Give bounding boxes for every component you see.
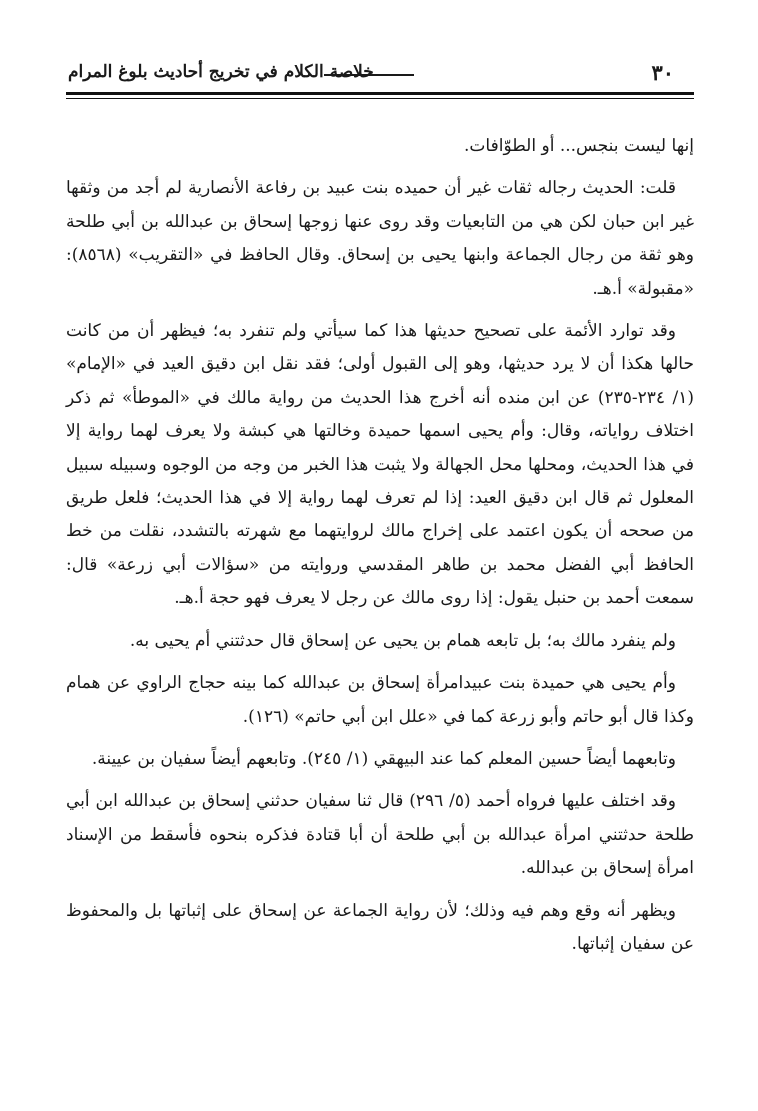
paragraph: وقد توارد الأئمة على تصحيح حديثها هذا كما سيأتي ولم تنفرد به؛ فيظهر أن من كانت حالها هكذا أن لا يرد حديثها، وهو إلى القبول أولى؛ فقد نقل ابن دقيق العيد في «الإمام» (١/ ٢٣٤-٢٣٥) عن ابن منده أنه أخرج هذا الحديث من رواية مالك في «الموطأ» ثم ذكر اختلاف رواياته، وقال: وأم يحيى اسمها حميدة وخالتها هي كبشة ولا يعرف لهما رواية إلا في هذا الحديث، ومحلها محل الجهالة ولا يثبت هذا الخبر من وجه من الوجوه وسبيله سبيل المعلول ثم قال ابن دقيق العيد: إذا لم تعرف لهما رواية إلا في هذا الحديث؛ فلعل طريق من صححه أن يكون اعتمد على إخراج مالك لروايتهما مع شهرته بالتشدد، نقلت من خط الحافظ أبي الفضل محمد بن طاهر المقدسي وروايته من «سؤالات أبي زرعة» قال: سمعت أحمد بن حنبل يقول: إذا روى مالك عن رجل لا يعرف فهو حجة أ.هـ.: [66, 321, 694, 609]
paragraph: إنها ليست بنجس... أو الطوّافات.: [464, 136, 694, 156]
paragraph: ويظهر أنه وقع وهم فيه وذلك؛ لأن رواية الجماعة عن إسحاق على إثباتها بل والمحفوظ عن سفيان إثباتها.: [66, 900, 694, 954]
running-title: خلاصة الكلام في تخريج أحاديث بلوغ المرام: [68, 62, 374, 82]
header-rule-thin: [66, 98, 694, 99]
paragraph: وقد اختلف عليها فرواه أحمد (٥/ ٢٩٦) قال ثنا سفيان حدثني إسحاق بن عبدالله ابن أبي طلحة حدثتني امرأة عبدالله بن أبي طلحة أن أبا قتادة فذكره بنحوه فأسقط من الإسناد امرأة إسحاق بن عبدالله.: [66, 791, 694, 879]
paragraph: وأم يحيى هي حميدة بنت عبيدامرأة إسحاق بن عبدالله كما بينه حجاج الراوي عن همام وكذا قال أبو حاتم وأبو زرعة كما في «علل ابن أبي حاتم» (١٢٦).: [66, 673, 694, 727]
paragraph: قلت: الحديث رجاله ثقات غير أن حميده بنت عبيد بن رفاعة الأنصارية لم أجد من وثقها غير ابن حبان لكن هي من التابعيات وقد روى عنها زوجها إسحاق بن عبدالله بن أبي طلحة وهو ثقة من رجال الجماعة وابنها يحيى بن إسحاق. وقال الحافظ في «التقريب» (٨٥٦٨): «مقبولة» أ.هـ.: [66, 178, 694, 299]
page-body: [66, 130, 694, 970]
header-rule-thick: [66, 92, 694, 95]
page-number: ٣٠: [651, 60, 674, 85]
paragraph: ولم ينفرد مالك به؛ بل تابعه همام بن يحيى عن إسحاق قال حدثتني أم يحيى به.: [129, 630, 676, 651]
paragraph: وتابعهما أيضاً حسين المعلم كما عند البيهقي (١/ ٢٤٥). وتابعهم أيضاً سفيان بن عيينة.: [91, 748, 676, 769]
page-header: [66, 58, 694, 88]
